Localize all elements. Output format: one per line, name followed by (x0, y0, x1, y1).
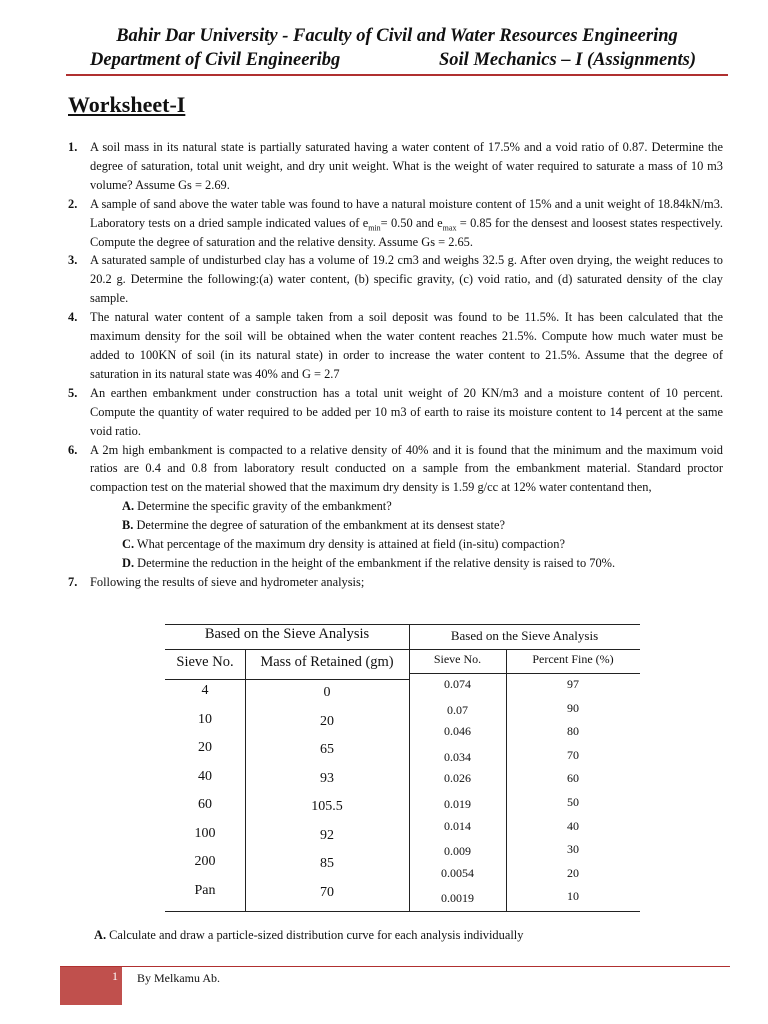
table-cell-sieve: 10 (198, 711, 212, 727)
table-cell-mass: 65 (320, 742, 334, 757)
table-cell-sieve: 4 (201, 683, 209, 698)
question-text: A 2m high embankment is compacted to a relative density of 40% and it is found that the minimum and the maximum void ratios are 0.4 and 0.8 from laboratory result conducted on a sample from the embankment material. Standard proctor compaction test on the material showed that the maximum dry density is 1.59 g/cc at 12% water contentand then, (90, 442, 723, 495)
sieve-analysis-table (165, 624, 409, 912)
subpart-c (122, 535, 723, 554)
subpart-d (122, 554, 723, 573)
subpart-a (122, 497, 723, 516)
sieve-col-header: Sieve No. (176, 654, 234, 670)
table-cell-percent-fine: 60 (567, 771, 579, 786)
table-cell-sieve: 0.009 (444, 844, 471, 859)
table-cell-sieve: 0.0019 (441, 891, 474, 906)
subscript-min: min (368, 223, 381, 233)
question-number: 4. (68, 310, 78, 325)
question-text: An earthen embankment under construction has a total unit weight of 20 KN/m3 and a moisture content of 10 percent. Compute the quantity of water required to be added per 10 m3 of earth to raise its moisture content to 14 percent at the same void ratio. (90, 385, 723, 438)
table-cell-percent-fine: 70 (567, 747, 579, 762)
question-text: Following the results of sieve and hydrometer analysis; (90, 574, 365, 589)
question-number: 2. (68, 196, 78, 211)
question-number: 5. (68, 385, 78, 400)
question-number: 3. (68, 253, 78, 268)
table-cell-percent-fine: 30 (567, 842, 579, 857)
table-cell-mass: 105.5 (311, 799, 343, 814)
sieve-table-title: Based on the Sieve Analysis (204, 626, 370, 642)
question-text (90, 197, 723, 249)
table-cell-percent-fine: 40 (567, 818, 579, 833)
table-cell-sieve: 0.026 (444, 771, 471, 786)
header-divider (66, 74, 728, 76)
subpart-text: What percentage of the maximum dry density is attained at field (in-situ) compaction? (134, 537, 565, 552)
table-cell-percent-fine: 97 (567, 677, 579, 691)
table-cell-percent-fine: 50 (567, 795, 579, 809)
table-cell-sieve: 40 (198, 768, 212, 784)
subpart-text: Determine the degree of saturation of the embankment at its densest state? (133, 518, 505, 533)
page-number-box (60, 967, 122, 1005)
table-cell-sieve: 60 (198, 797, 212, 812)
table-border-top (409, 624, 640, 625)
table-cell-percent-fine: 10 (567, 889, 579, 904)
task-text: Calculate and draw a particle-sized distribution curve for each analysis individually (106, 928, 524, 942)
table-cell-percent-fine: 80 (567, 724, 579, 739)
hydro-table-title: Based on the Sieve Analysis (450, 628, 599, 643)
subpart-label: D. (122, 555, 135, 570)
table-rule-header (165, 679, 409, 680)
question-1 (68, 138, 723, 195)
table-cell-sieve: 0.07 (447, 702, 468, 717)
question-text-part: A sample of sand above the water table was found to have a natural moisture content of 15% and a unit weight of 18.84kN/m3. Laboratory tests on a dried sample indicated values of e (90, 196, 723, 230)
department-name: Department of Civil Engineeribg (90, 50, 341, 70)
table-border-bottom (409, 911, 640, 912)
subpart-b (122, 516, 723, 535)
question-2 (68, 195, 723, 252)
table-cell-sieve: 200 (194, 854, 216, 869)
sieve-col-header: Sieve No. (433, 652, 482, 666)
table-cell-percent-fine: 90 (567, 700, 579, 715)
subpart-label: A. (122, 499, 135, 514)
question-3 (68, 251, 723, 308)
page-number: 1 (112, 969, 118, 983)
question-6 (68, 441, 723, 573)
table-border-top (165, 624, 409, 625)
course-name: Soil Mechanics – I (Assignments) (439, 50, 696, 70)
task-label: A. (94, 928, 107, 942)
subpart-text: Determine the reduction in the height of the embankment if the relative density is raised to 70%. (134, 555, 616, 570)
table-cell-mass: 0 (323, 685, 331, 700)
worksheet-title: Worksheet-I (68, 92, 186, 117)
table-cell-sieve: 0.046 (444, 724, 471, 739)
question-text: The natural water content of a sample taken from a soil deposit was found to be 11.5%. It has been calculated that the maximum density for the soil will be obtained when the water content reaches 21.5%. Compute how much water must be added to 100KN of soil (in its natural state) in order to increase the water content to 21.5%. Assume that the degree of saturation in its natural state was 40% and G = 2.7 (90, 310, 723, 381)
question-list (68, 138, 723, 592)
table-cell-sieve: 100 (194, 825, 216, 841)
percent-fine-col-header: Percent Fine (%) (532, 652, 614, 666)
table-cell-sieve: 0.034 (444, 749, 471, 764)
table-cell-sieve: 20 (198, 740, 212, 755)
university-line: Bahir Dar University - Faculty of Civil and Water Resources Engineering (116, 26, 678, 46)
question-5 (68, 384, 723, 441)
final-task (94, 928, 523, 943)
table-cell-mass: 20 (320, 713, 334, 729)
mass-col-header: Mass of Retained (gm) (260, 654, 394, 670)
subpart-label: B. (122, 518, 134, 533)
table-cell-sieve: Pan (194, 882, 216, 898)
subpart-text: Determine the specific gravity of the embankment? (134, 499, 392, 514)
page-header (66, 24, 728, 72)
subscript-max: max (442, 223, 457, 233)
question-number: 6. (68, 442, 78, 457)
table-cell-sieve: 0.0054 (441, 865, 474, 880)
question-text-part: = 0.85 for the densest and loosest states respectively. Compute the degree of saturation and the relative density. Assume Gs = 2.65. (90, 215, 723, 249)
department-course-line (66, 48, 728, 72)
question-7 (68, 573, 723, 592)
question-text: A soil mass in its natural state is partially saturated having a water content of 17.5% and a void ratio of 0.87. Determine the degree of saturation, total unit weight, and dry unit weight. What is the weight of water required to saturate a mass of 10 m3 volume? Assume Gs = 2.69. (90, 140, 723, 192)
table-cell-mass: 92 (320, 827, 334, 843)
footer-author: By Melkamu Ab. (137, 971, 220, 985)
table-border-bottom (165, 911, 409, 912)
question-text: A saturated sample of undisturbed clay has a volume of 19.2 cm3 and weighs 32.5 g. After oven drying, the weight reduces to 20.2 g. Determine the following:(a) water content, (b) specific gravity, (c) void ratio, and (d) saturated density of the clay sample. (90, 253, 723, 306)
table-rule-title (165, 649, 409, 650)
table-cell-mass: 93 (320, 770, 334, 786)
hydrometer-analysis-table (409, 624, 640, 912)
table-cell-sieve: 0.074 (444, 677, 471, 691)
subpart-label: C. (122, 537, 135, 552)
question-text-part: = 0.50 and e (380, 215, 443, 230)
analysis-tables (165, 624, 640, 912)
table-cell-mass: 85 (320, 856, 334, 871)
table-rule-title (409, 649, 640, 650)
question-4 (68, 308, 723, 384)
table-cell-sieve: 0.019 (444, 797, 471, 811)
table-cell-mass: 70 (320, 884, 334, 900)
table-rule-header (409, 673, 640, 674)
question-number: 7. (68, 574, 78, 589)
table-cell-percent-fine: 20 (567, 865, 579, 880)
question-number: 1. (68, 140, 78, 154)
footer-divider (60, 966, 730, 967)
table-cell-sieve: 0.014 (444, 818, 471, 833)
